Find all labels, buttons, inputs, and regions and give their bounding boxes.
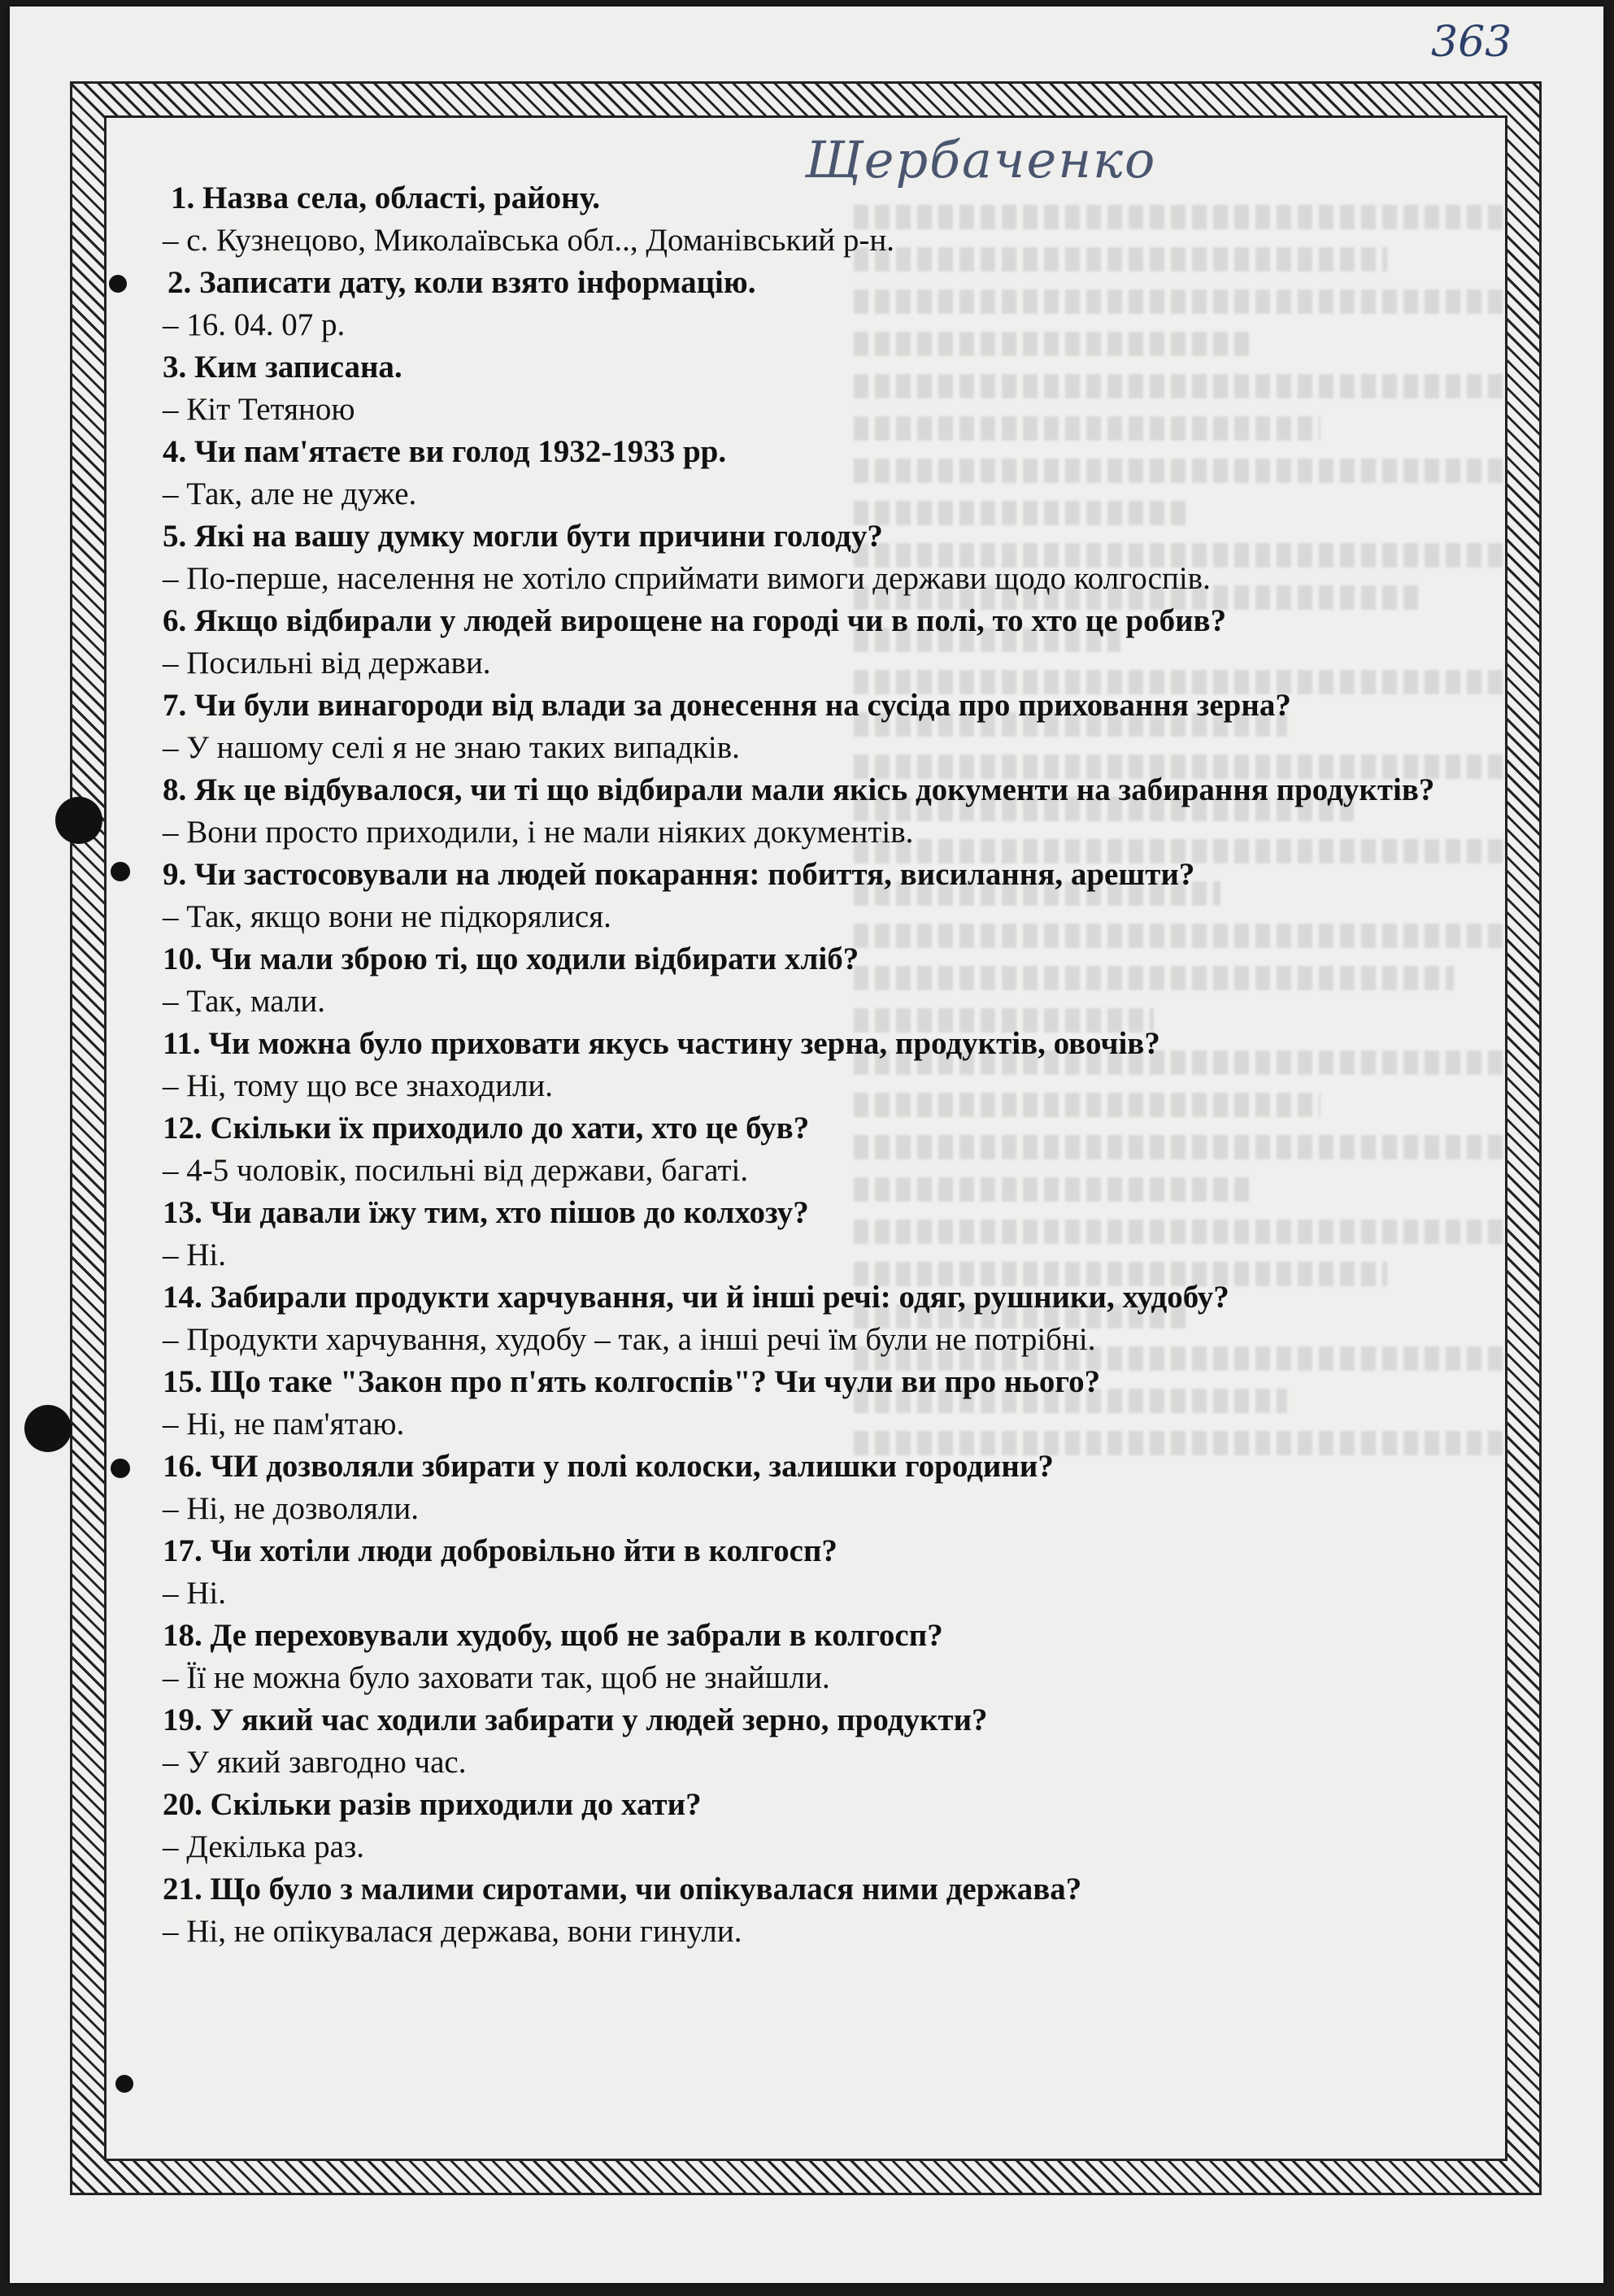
page-number: 363: [1431, 18, 1512, 67]
answer: – Ні, тому що все знаходили.: [163, 1068, 554, 1103]
question: 11. Чи можна було приховати якусь частину зерна, продуктів, овочів?: [163, 1026, 1160, 1061]
question: 16. ЧИ дозволяли збирати у полі колоски, залишки городини?: [163, 1449, 1054, 1484]
question: 7. Чи були винагороди від влади за донесення на сусіда про приховання зерна?: [163, 688, 1291, 723]
answer: – Вони просто приходили, і не мали ніяких документів.: [163, 815, 914, 850]
question: 6. Якщо відбирали у людей вирощене на городі чи в полі, то хто це робив?: [163, 603, 1227, 638]
punch-hole: [55, 797, 102, 844]
answer: – Кіт Тетяною: [163, 392, 355, 427]
answer: – Так, але не дуже.: [163, 476, 417, 511]
answer: – По-перше, населення не хотіло сприймати вимоги держави щодо колгоспів.: [163, 561, 1211, 596]
question: 9. Чи застосовували на людей покарання: побиття, висилання, арешти?: [163, 857, 1195, 892]
punch-hole: [115, 2075, 133, 2093]
answer: – Декілька раз.: [163, 1829, 365, 1864]
questionnaire: [163, 177, 1480, 1953]
question: 2. Записати дату, коли взято інформацію.: [167, 265, 756, 300]
question: 13. Чи давали їжу тим, хто пішов до колхозу?: [163, 1195, 809, 1230]
answer: – 4-5 чоловік, посильні від держави, багаті.: [163, 1153, 749, 1188]
answer: – Посильні від держави.: [163, 646, 491, 681]
question: 14. Забирали продукти харчування, чи й інші речі: одяг, рушники, худобу?: [163, 1280, 1229, 1315]
answer: – У нашому селі я не знаю таких випадків.: [163, 730, 740, 765]
answer: – У який завгодно час.: [163, 1745, 467, 1780]
answer: – Ні, не опікувалася держава, вони гинули.: [163, 1914, 742, 1949]
answer: – с. Кузнецово, Миколаївська обл.., Доманівський р-н.: [163, 223, 895, 258]
question: 1. Назва села, області, району.: [171, 180, 600, 215]
question: 17. Чи хотіли люди добровільно йти в колгосп?: [163, 1533, 837, 1568]
question: 21. Що було з малими сиротами, чи опікувалася ними держава?: [163, 1872, 1082, 1907]
answer: – Продукти харчування, худобу – так, а інші речі їм були не потрібні.: [163, 1322, 1096, 1357]
question: 8. Як це відбувалося, чи ті що відбирали мали якісь документи на забирання продуктів?: [163, 772, 1435, 807]
answer: – Її не можна було заховати так, щоб не знайшли.: [163, 1660, 830, 1695]
answer: – Так, якщо вони не підкорялися.: [163, 899, 611, 934]
handwritten-name: Щербаченко: [805, 130, 1157, 189]
question: 15. Що таке "Закон про п'ять колгоспів"? Чи чули ви про нього?: [163, 1364, 1101, 1399]
punch-hole: [111, 1459, 130, 1478]
punch-hole: [109, 275, 127, 293]
question: 4. Чи пам'ятаєте ви голод 1932-1933 рр.: [163, 434, 727, 469]
punch-hole: [24, 1405, 72, 1452]
question: 18. Де переховували худобу, щоб не забрали в колгосп?: [163, 1618, 943, 1653]
answer: – Ні.: [163, 1576, 226, 1611]
question: 5. Які на вашу думку могли бути причини голоду?: [163, 519, 883, 554]
question: 12. Скільки їх приходило до хати, хто це був?: [163, 1111, 810, 1146]
answer: – Ні, не пам'ятаю.: [163, 1407, 405, 1442]
punch-hole: [111, 862, 130, 881]
question: 10. Чи мали зброю ті, що ходили відбирати хліб?: [163, 941, 859, 976]
answer: – Ні.: [163, 1237, 226, 1272]
answer: – 16. 04. 07 р.: [163, 307, 346, 342]
question: 19. У який час ходили забирати у людей зерно, продукти?: [163, 1702, 988, 1737]
answer: – Ні, не дозволяли.: [163, 1491, 420, 1526]
question: 20. Скільки разів приходили до хати?: [163, 1787, 702, 1822]
question: 3. Ким записана.: [163, 350, 402, 385]
answer: – Так, мали.: [163, 984, 326, 1019]
